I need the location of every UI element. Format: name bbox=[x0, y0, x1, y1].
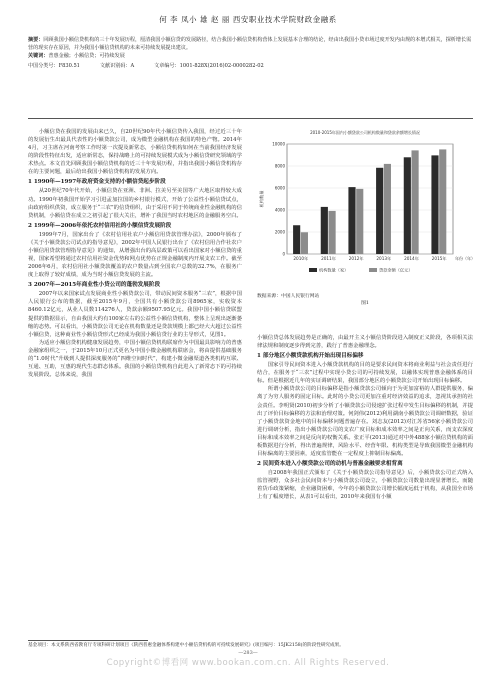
bar bbox=[404, 157, 411, 254]
figure-label: 图1 bbox=[361, 301, 369, 306]
right-section-1-text-cont: 所谓小额贷款公司的目标偏移是指小额贷款公司倾向于为更加富裕的人群提供服务，偏离了为穷人服务的固定目标。此时的小贷公司更加注重对经济效益的追求，忽视其承担的社会责任。李明贤(2010)初步分析了小额贷款公司侵速扩张过程中发生目标偏移的机制，并提出了评价目标偏移的方法和治理对策。何剑伟(2012)利用湖南小额贷款公司调研数据，验证了小额贷款资金地中的目标偏移问题普遍存在。刘志友(2012)对江苏省56家小额贷款公司进行调研分析，指出小额贷款公司的支农广度目标和成本效率之间是正向关系，而支农深度目标和成本效率之间是反向的权衡关系。张正平(2013)通过对中外488家小额信贷机构的面板数据进行分析，得出普遍规律，风险水平、经营年限、机构类型是导致我国微型金融机构目标偏离的主要因素，适度监管能在一定程度上抑制目标偏离。 bbox=[257, 386, 473, 457]
chart-title: 2010-2015年国内小额贷款公司机构数量和贷款余额增长情况 bbox=[310, 130, 420, 135]
abstract-block bbox=[28, 36, 473, 70]
document-code: 文献识别码：A bbox=[99, 62, 135, 69]
keywords-text: 普惠金融；小额信贷；可持续发展 bbox=[48, 53, 125, 60]
right-section-2-text: 自2008年我国正式颁布了《关于小额贷款公司指导意见》后，小额贷款公司正式纳入监管视野，众多社会民间资本与小额贷款公司设立，小额贷款公司数量出现显著增长。而随着货币政策紧缩，企业融资困难，今年的小额贷款公司增长幅度远低于机构，从我国全市场上有了幅度增长，从表1可以看出，2010年来我国有小额 bbox=[257, 470, 473, 501]
section-heading-2: 2 1999年—2006年依托农村信用社的小额信贷发展阶段 bbox=[28, 222, 172, 229]
keywords bbox=[28, 52, 473, 60]
bar bbox=[329, 211, 336, 254]
legend-swatch bbox=[369, 268, 377, 272]
author-line: 何 李 凤小 雄 赵 丽 西安职业技术学院财政金融系 bbox=[159, 15, 337, 24]
section-3-text-cont: 为适应小额信贷机构健康发展趋势，中国小额信贷机构联席作为中国最具影响力的普惠金融家组织之一，于2015年10月正式更名为中国小微金融机构联席会，将由提供基础服务的“1.0时代”升级到人提供深度服务的“四维空间时代”，构建小微金融渠道各类机构互联、互通、互助，互惠的现代生态群态体系。我国的小额信贷机构自此进入了新常态下的可持续发展阶段。总体来说，我国 bbox=[28, 339, 242, 378]
right-heading-1: 1 部分地区小额贷款机构开始出现目标偏移 bbox=[257, 353, 364, 360]
right-column bbox=[257, 334, 473, 501]
figure-1 bbox=[257, 128, 473, 328]
classification-number: 中国分类号：F830.51 bbox=[28, 62, 80, 69]
x-tick-label: 2010年 bbox=[293, 256, 309, 261]
bar bbox=[384, 164, 391, 254]
section-2-text: 1999年7月，国家出台了《农村信用社农户小额信用贷款管理办法》，2000年颁布了《关于小额贷款公司试点的指导意见》，2002年中国人民银行出台了《农村信用合作社农户小额信用贷款管理指导意见》的通知，从增强出台的高层政策可以看出国家对小额信贷的重视，国家希望将通过农村信用社资金优势和网点优势在正规金融制度内开展支农工作。截至2006年6月，农村信用社小额贷款覆盖的农户数量占到全国农户总数的32.7%，在服务广度上取得了较好成绩，成为当时小额信贷发展的主流。 bbox=[28, 231, 242, 279]
y-tick-label: 2000 bbox=[274, 229, 285, 235]
left-column bbox=[28, 128, 242, 379]
section-1-text: 从20世纪70年代开始，小额信贷在亚洲、非洲、拉美另至美国等广大地区取得较大成功。1990年初我国开始学习引进孟加拉国的乡村银行模式，开始了公益性小额信贷试点，由政府组织供资，成立服务于“三农”的信贷组织，由于采用不同于传统商业性金融机构的信贷机制，小额信贷在成立之初引起了很大关注，增补了我国当时农村地区的金融服务空白。 bbox=[28, 188, 242, 219]
x-tick-label: 2013年 bbox=[376, 256, 392, 261]
plot-area bbox=[287, 144, 453, 254]
bar bbox=[348, 187, 355, 254]
legend-label: 机构数量（家） bbox=[319, 267, 349, 273]
header-divider bbox=[28, 118, 473, 119]
y-tick-label: 6000 bbox=[274, 185, 285, 191]
section-heading-3: 3 2007年—2015年商业性小贷公司的蓬勃发展阶段 bbox=[28, 282, 161, 289]
y-tick-label: 8000 bbox=[274, 163, 285, 169]
bar bbox=[376, 168, 383, 254]
y-tick-label: 4000 bbox=[274, 207, 285, 213]
bar bbox=[301, 232, 308, 254]
article-meta bbox=[28, 62, 473, 70]
abstract-text: 回顾我国小额信贷机构的三十年发展历程，厘清我国小额信贷的发展路径，结合我国小额信贷机构营体上发展基本合理的结论，经由出我国小贷市场过度开发内由规的本增式相关，探析增长需营的现实存在原因，并为我国小额信贷机构的未来可持续发展提出建议。 bbox=[28, 37, 472, 52]
bar bbox=[431, 155, 438, 254]
figure-source: 数据来源：中国人民银行网站 bbox=[257, 294, 320, 299]
footnote: 基金项目：本文系陕西省教育厅专项科研计划项目《陕西普惠金融体系构建中小额信贷机构的可持续发展研究》(项目编号：15JK2158)的阶段性研究成果。 bbox=[28, 643, 344, 648]
bar bbox=[412, 150, 419, 254]
copyright-watermark: Copyright©博看网 www.bookan.com.cn. All Rights Reserved. bbox=[106, 658, 390, 668]
x-tick-label: 2015年 bbox=[431, 256, 447, 261]
intro-paragraph: 小额信贷在我国的发展由来已久，自20世纪90年代小额信贷传入我国，经过近三十年的发展衍生出最具代表性的小额贷款公司，成为微型金融机构在我国的特色产物。2014年4月，习主席在河南考察工作时第一次提及新常态，小额信贷机构如何在当前我国经济发展的阶段性特征出发，适应新常态，保持战略上的可持续发展模式成为小额信贷研究领域的学术热点。本文首先回顾我国小额信贷机构的近三十年发展历程，并指出我国小额信贷机构存在的主要问题，最后给出我国小额信贷机构的发展方向。 bbox=[28, 129, 242, 176]
article-number: 文章编号：1001-828X(2016)02-0000282-02 bbox=[154, 62, 264, 69]
y-tick-label: 10000 bbox=[272, 141, 285, 147]
section-heading-1: 1 1990年—1997年政府资金支持的小额信贷起步阶段 bbox=[28, 179, 166, 186]
y-tick-label: 0 bbox=[282, 251, 285, 257]
x-axis-label: 年份（年） bbox=[455, 256, 473, 261]
keywords-label: 关键词： bbox=[28, 53, 49, 60]
bar-chart bbox=[257, 136, 473, 286]
bar bbox=[321, 207, 328, 254]
right-continuation: 小额信贷总体发展趋势是正确的，由最开主义小额信贷阶段进入制度正义阶段，各项相关法律法规和制度逐步得到完善，践行了普惠金融理念。 bbox=[257, 335, 473, 350]
bar bbox=[356, 189, 363, 254]
right-heading-2: 2 民间资本进入小额贷款公司的动机与普惠金融要求相背离 bbox=[257, 460, 403, 467]
legend-swatch bbox=[309, 268, 317, 272]
right-section-1-text: 国家引导民间资本进入小额贷款机构的目的是要求民间资本将商业利益与社会责任进行结合，在服务于“三农”过程中实现小贷公司的可持续发展，以融体实现普惠金融体系的目标。但是根据近几年的实证调研结果，我国部分地区的小额贷款公司开始出现目标偏移。 bbox=[257, 362, 473, 385]
page-number: —283— bbox=[238, 650, 258, 656]
section-3-text: 2007年以来国家试点发展商业性小额贷款公司，带动民间资本服务“三农”，根据中国人民银行公布的数据，截至2015年9月，全国共有小额贷款公司8965家，实收资本8460.12亿元，从业人员数114276人，贷款余额9507.95亿元。我国中国小额信贷联盟提供的数据显示，自由我国大约有100家左右的公益性小额信贷机构，整体上呈现出逐渐萎缩的态势。可以看出，小额贷款公司无论在机构数量还是贷款规模上都已经大大超过公益性小额信贷，这种商业性小额信贷形式已经成为我国小额信贷行业的主导形式，见图1。 bbox=[28, 291, 242, 338]
x-tick-label: 2012年 bbox=[348, 256, 364, 261]
bar bbox=[293, 225, 300, 254]
y-axis-label: 机构数量 bbox=[259, 190, 264, 208]
footnote-divider bbox=[28, 640, 148, 641]
abstract-label: 摘要： bbox=[28, 37, 44, 43]
bar bbox=[439, 149, 446, 254]
x-tick-label: 2014年 bbox=[404, 256, 419, 261]
abstract bbox=[28, 36, 473, 52]
legend-label: 贷款余额（亿元） bbox=[379, 267, 413, 273]
x-tick-label: 2011年 bbox=[321, 256, 336, 261]
